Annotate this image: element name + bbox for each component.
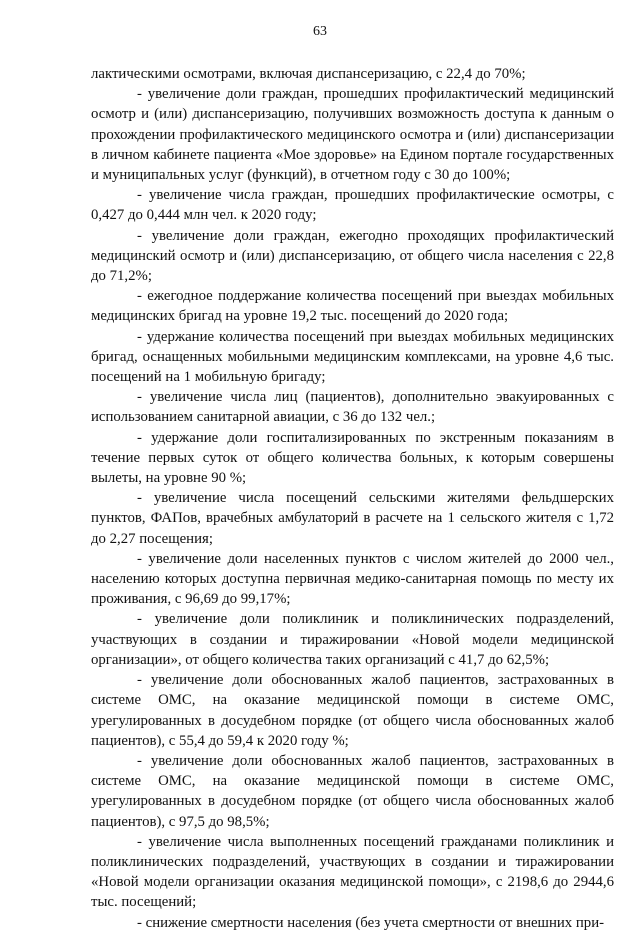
list-item: - увеличение числа выполненных посещений гражданами поликлиник и поликлинических подразделений, участвующих в создании и тиражировании «Новой модели организации оказания медицинской помощи», с 2198,6 до 2944,6 тыс. посещений; bbox=[91, 833, 614, 911]
list-item: - увеличение доли обоснованных жалоб пациентов, застрахованных в системе ОМС, на оказание медицинской помощи в системе ОМС, урегулированных в досудебном порядке (от общего числа обоснованных жалоб пациентов), с 97,5 до 98,5%; bbox=[91, 752, 614, 830]
list-item: - увеличение числа граждан, прошедших профилактические осмотры, с 0,427 до 0,444 млн чел. к 2020 году; bbox=[91, 187, 614, 224]
list-item: - увеличение доли обоснованных жалоб пациентов, застрахованных в системе ОМС, на оказание медицинской помощи в системе ОМС, урегулированных в досудебном порядке (от общего числа обоснованных жалоб пациентов), с 55,4 до 59,4 к 2020 году %; bbox=[91, 672, 614, 749]
list-item: - увеличение доли поликлиник и поликлинических подразделений, участвующих в создании и тиражировании «Новой модели медицинской организации», от общего количества таких организаций с 41,7 до 62,5%; bbox=[91, 611, 614, 668]
paragraph-continuation: лактическими осмотрами, включая диспансеризацию, с 22,4 до 70%; bbox=[91, 66, 526, 82]
list-item: - увеличение числа посещений сельскими жителями фельдшерских пунктов, ФАПов, врачебных амбулаторий в расчете на 1 сельского жителя с 1,72 до 2,27 посещения; bbox=[91, 490, 614, 547]
list-item: - удержание доли госпитализированных по экстренным показаниям в течение первых суток от общего количества больных, к которым совершены вылеты, на уровне 90 %; bbox=[91, 429, 614, 487]
list-item: - увеличение доли населенных пунктов с числом жителей до 2000 чел., населению которых доступна первичная медико-санитарная помощь по месту их проживания, с 96,69 до 99,17%; bbox=[91, 550, 614, 608]
page-number: 63 bbox=[313, 24, 327, 39]
list-item: - увеличение доли граждан, прошедших профилактический медицинский осмотр и (или) диспансеризацию, получивших возможность доступа к данным о прохождении профилактического медицинского осмотра и (или) диспансеризации в личном кабинете пациента «Мое здоровье» на Едином портале государственных и муниципальных услуг (функций), в отчетном году с 30 до 100%; bbox=[91, 86, 614, 184]
list-item: - снижение смертности населения (без учета смертности от внешних при- bbox=[137, 914, 605, 931]
list-item: - удержание количества посещений при выездах мобильных медицинских бригад, оснащенных мобильными медицинским комплексами, на уровне 4,6 тыс. посещений на 1 мобильную бригаду; bbox=[91, 328, 614, 386]
list-item: - увеличение доли граждан, ежегодно проходящих профилактический медицинский осмотр и (или) диспансеризацию, от общего числа населения с 22,8 до 71,2%; bbox=[91, 227, 614, 285]
list-item: - ежегодное поддержание количества посещений при выездах мобильных медицинских бригад на уровне 19,2 тыс. посещений до 2020 года; bbox=[91, 288, 614, 325]
list-item: - увеличение числа лиц (пациентов), дополнительно эвакуированных с использованием санитарной авиации, с 36 до 132 чел.; bbox=[91, 389, 614, 426]
document-body bbox=[91, 64, 614, 933]
